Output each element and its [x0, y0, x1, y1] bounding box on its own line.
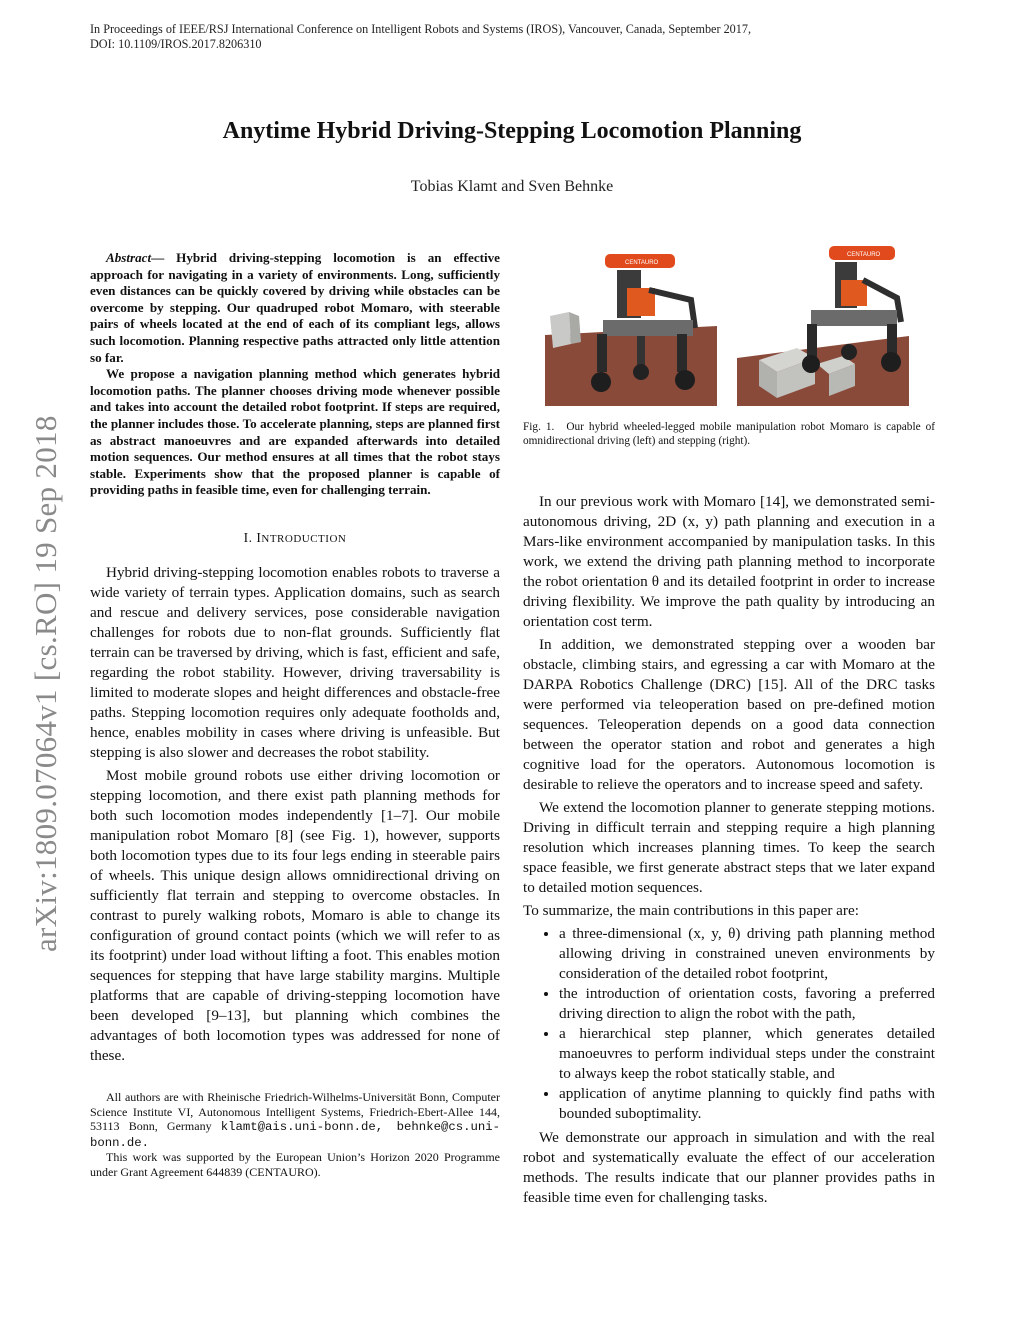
robot-badge-left: CENTAURO [625, 260, 659, 266]
intro-paragraph-1: Hybrid driving-stepping locomotion enables robots to traverse a wide variety of terrain types. Application domains, such as search and rescue and delivery services, pose considerable navigation challenges for robots due to non-flat grounds. Sufficiently flat terrain can be traversed by driving, which is fast, efficient and safe, regarding the robot stability. However, driving traversability is limited to moderate slopes and height differences and obstacle-free paths. Stepping locomotion requires only adequate footholds and, hence, enables mobility in cases where driving is unfeasible. But stepping is also slower and decreases the robot stability. [90, 563, 500, 761]
contributions-list [523, 924, 935, 1124]
introduction-text [90, 563, 500, 1066]
abstract-text-1: — Hybrid driving-stepping locomotion is an effective approach for navigating in a variety of environments. Long, sufficiently even distances can be quickly covered by driving while obstacles can be overcome by stepping. Our quadruped robot Momaro, with steerable pairs of wheels located at the end of each of its compliant legs, allows such locomotion. Planning respective paths attracted only little attention so far. [90, 250, 500, 365]
footnote [90, 1090, 500, 1180]
paper-authors: Tobias Klamt and Sven Behnke [410, 178, 614, 195]
left-column [90, 250, 500, 1179]
figure-label: Fig. 1. [523, 421, 555, 433]
figure-caption-text: Our hybrid wheeled-legged mobile manipulation robot Momaro is capable of omnidirectional driving (left) and stepping (right). [523, 421, 935, 447]
contribution-item: • application of anytime planning to quickly find paths with bounded suboptimality. [559, 1084, 935, 1124]
arxiv-stamp: arXiv:1809.07064v1 [cs.RO] 19 Sep 2018 [28, 415, 63, 952]
footnote-affiliation: All authors are with Rheinische Friedrich-Wilhelms-Universität Bonn, Computer Science Institute VI, Autonomous Intelligent Systems, Friedrich-Ebert-Allee 144, 53113 Bonn, Germany klamt@ais.uni-bonn.de, behnke@cs.uni-bonn.de. [90, 1089, 500, 1150]
footnote-emails: klamt@ais.uni-bonn.de, behnke@cs.uni-bonn.de. [90, 1120, 500, 1150]
right-column [523, 240, 935, 1211]
robot-stepping-photo [737, 240, 909, 406]
contribution-item: • a three-dimensional (x, y, θ) driving path planning method allowing driving in constrained uneven environments by consideration of the detailed robot footprint, [559, 924, 935, 984]
abstract-paragraph-2: We propose a navigation planning method which generates hybrid locomotion paths. The planner chooses driving mode whenever possible and takes into account the detailed robot footprint. If steps are required, the planner includes those. To accelerate planning, steps are planned first as abstract manoeuvres and are expanded afterwards into detailed motion sequences. Our method ensures at all times that the robot stays stable. Experiments show that the proposed planner is capable of providing paths in feasible time, even for challenging terrain. [90, 366, 500, 498]
right-paragraph-4: To summarize, the main contributions in this paper are: [523, 902, 859, 919]
figure-1-caption [523, 420, 935, 448]
paper-title: Anytime Hybrid Driving-Stepping Locomotion Planning [222, 118, 802, 144]
footnote-funding: This work was supported by the European Union’s Horizon 2020 Programme under Grant Agreement 644839 (CENTAURO). [90, 1150, 500, 1179]
right-paragraph-3: We extend the locomotion planner to generate stepping motions. Driving in difficult terrain and stepping require a high planning resolution which increases planning times. To keep the search space feasible, we first generate abstract steps that we later expand to detailed motion sequences. [523, 799, 935, 896]
right-paragraph-5: We demonstrate our approach in simulation and with the real robot and systematically evaluate the effect of our acceleration methods. The results indicate that our planner provides paths in feasible time even for challenging tasks. [523, 1129, 935, 1206]
robot-driving-photo [545, 240, 717, 406]
abstract-lead: Abstract [106, 250, 152, 265]
intro-paragraph-2: Most mobile ground robots use either driving locomotion or stepping locomotion, and there exist path planning methods for both such locomotion modes independently [1–7]. Our mobile manipulation robot Momaro [8] (see Fig. 1), however, supports both locomotion types due to its four legs ending in steerable pairs of wheels. This unique design allows omnidirectional driving on sufficiently flat terrain and stepping to overcome obstacles. In contrast to purely walking robots, Momaro is able to change its configuration of ground contact points (which we will refer to as its footprint) under load without lifting a foot. This enables motion sequences for stepping that have large stability margins. Multiple platforms that are capable of driving-stepping locomotion have been developed [9–13], but planning which combines the advantages of both locomotion types was addressed for none of these. [90, 766, 500, 1064]
header-line-2: DOI: 10.1109/IROS.2017.8206310 [90, 37, 262, 51]
contribution-item: • a hierarchical step planner, which generates detailed manoeuvres to perform individual steps under the constraint to always keep the robot statically stable, and [559, 1024, 935, 1084]
abstract-paragraph-1 [90, 250, 500, 366]
header-line-1: In Proceedings of IEEE/RSJ International Conference on Intelligent Robots and Systems (IROS), Vancouver, Canada, September 2017, [90, 22, 751, 36]
right-body-text [523, 492, 935, 1208]
contribution-item: • the introduction of orientation costs, favoring a preferred driving direction to align the robot with the path, [559, 984, 935, 1024]
right-paragraph-2: In addition, we demonstrated stepping over a wooden bar obstacle, climbing stairs, and egressing a car with Momaro at the DARPA Robotics Challenge (DRC) [15]. All of the DRC tasks were performed via teleoperation based on pre-defined motion sequences. Teleoperation depends on a good data connection between the operator station and robot and generates a high cognitive load for the operators. Autonomous locomotion is desirable to relieve the operators and to increase speed and safety. [523, 636, 935, 793]
figure-1 [523, 240, 935, 406]
section-heading-introduction: I. INTRODUCTION [243, 529, 347, 545]
robot-badge-right: CENTAURO [847, 252, 881, 258]
conference-header [90, 22, 950, 52]
right-paragraph-1: In our previous work with Momaro [14], we demonstrated semi-autonomous driving, 2D (x, y) path planning and execution in a Mars-like environment accompanied by manipulation tasks. In this work, we extend the driving path planning method to incorporate the robot orientation θ and its detailed footprint in order to increase driving flexibility. We improve the path quality by introducing an orientation cost term. [523, 493, 935, 630]
abstract [90, 250, 500, 499]
